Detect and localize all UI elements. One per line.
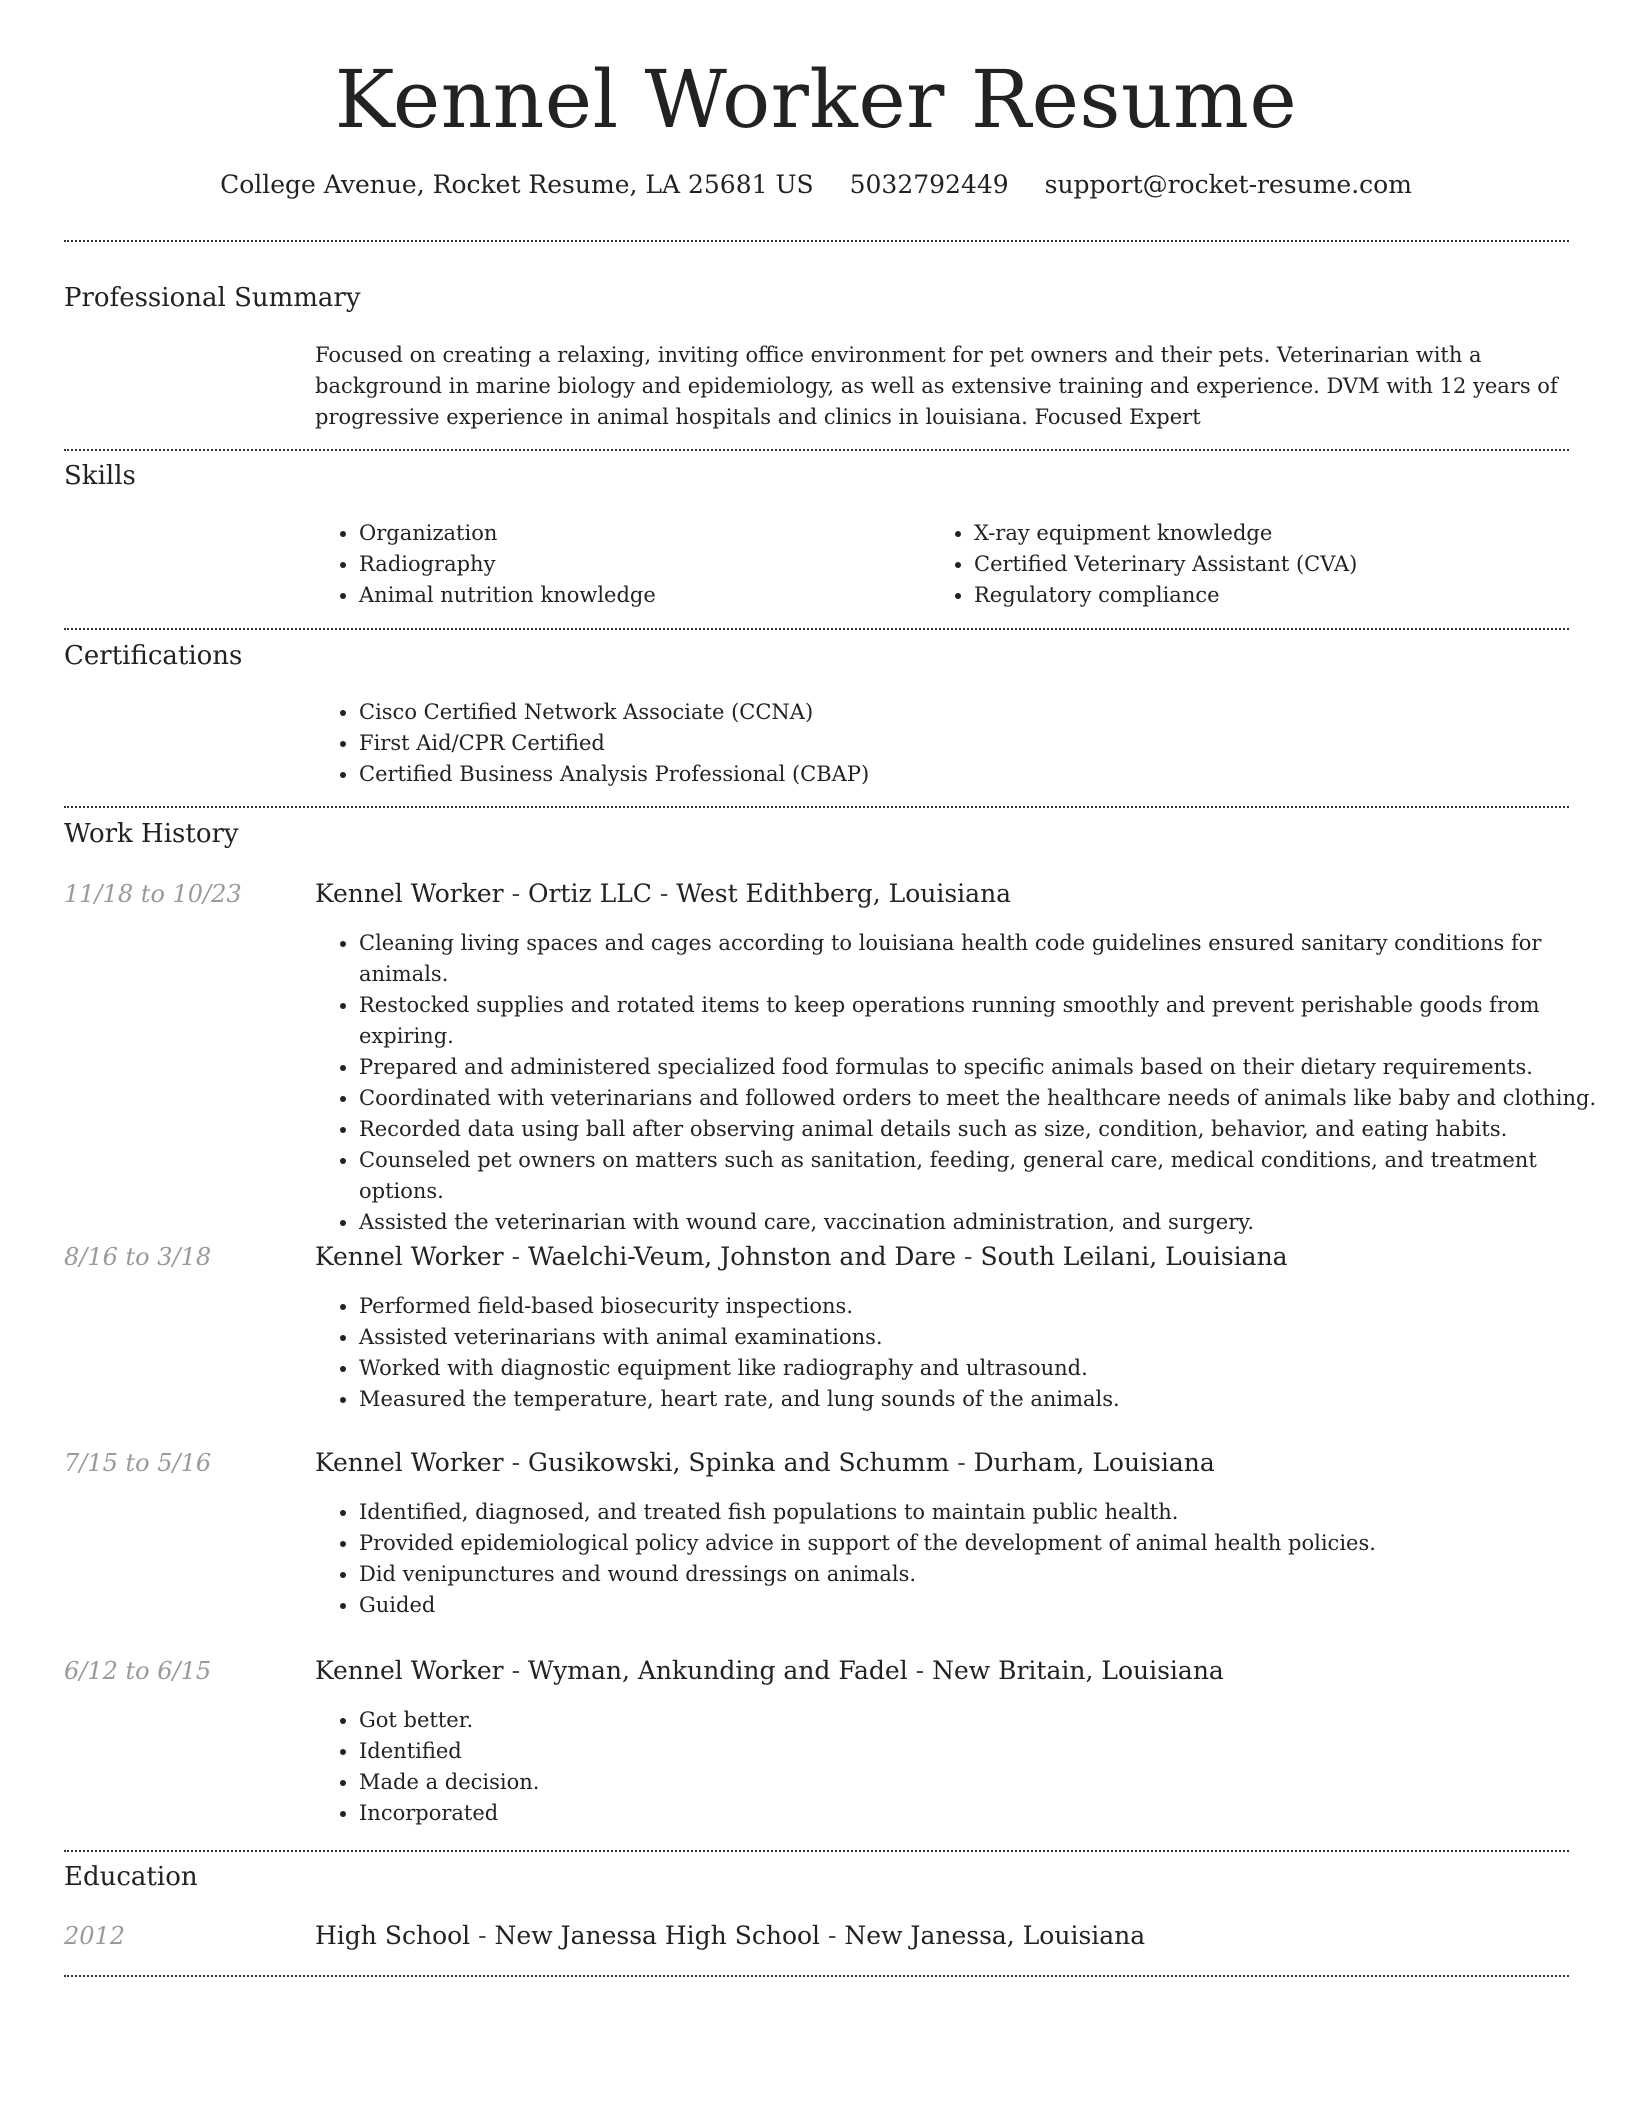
skill-item: • X-ray equipment knowledge [974,518,1604,549]
job-heading: Kennel Worker - Ortiz LLC - West Edithberg, Louisiana [315,879,1012,908]
job-company: Ortiz LLC [527,879,652,908]
job-title: Kennel Worker [315,879,504,908]
certification-item: • Certified Business Analysis Professional (CBAP) [359,759,1604,790]
job-bullet: • Prepared and administered specialized food formulas to specific animals based on their dietary requirements. [359,1052,1604,1083]
job-bullet: • Assisted veterinarians with animal examinations. [359,1322,1604,1353]
section-title-certifications: Certifications [64,641,243,671]
job-dates: 6/12 to 6/15 [64,1657,212,1685]
skill-item: • Animal nutrition knowledge [359,580,919,611]
job-location: West Edithberg, Louisiana [676,879,1012,908]
job-bullet: • Identified, diagnosed, and treated fish populations to maintain public health. [359,1497,1604,1528]
education-heading: High School - New Janessa High School - New Janessa, Louisiana [315,1921,1146,1950]
divider [64,806,1569,808]
job-bullet: • Made a decision. [359,1767,1604,1798]
job-bullet: • Performed field-based biosecurity inspections. [359,1291,1604,1322]
job-bullet: • Restocked supplies and rotated items to keep operations running smoothly and prevent perishable goods from expiring. [359,990,1604,1052]
job-heading: Kennel Worker - Wyman, Ankunding and Fadel - New Britain, Louisiana [315,1656,1224,1685]
section-title-education: Education [64,1862,198,1892]
section-title-skills: Skills [64,461,136,491]
job-bullets [315,928,1604,1238]
skills-list-left [315,518,919,611]
job-bullet: • Measured the temperature, heart rate, and lung sounds of the animals. [359,1384,1604,1415]
job-company: Gusikowski, Spinka and Schumm [527,1448,950,1477]
job-bullet: • Coordinated with veterinarians and followed orders to meet the healthcare needs of animals like baby and clothing. [359,1083,1604,1114]
education-degree: High School [315,1921,471,1950]
skill-item: • Certified Veterinary Assistant (CVA) [974,549,1604,580]
job-location: Durham, Louisiana [973,1448,1215,1477]
job-bullet: • Identified [359,1736,1604,1767]
contact-line [0,168,1632,202]
contact-email: support@rocket-resume.com [1044,170,1412,199]
resume-title: Kennel Worker Resume [334,53,1298,146]
job-dates: 11/18 to 10/23 [64,880,242,908]
certification-item: • First Aid/CPR Certified [359,728,1604,759]
job-bullet: • Guided [359,1590,1604,1621]
job-bullets [315,1705,1604,1829]
job-company: Wyman, Ankunding and Fadel [527,1656,908,1685]
job-location: New Britain, Louisiana [932,1656,1224,1685]
job-bullet: • Recorded data using ball after observing animal details such as size, condition, behavior, and eating habits. [359,1114,1604,1145]
skill-item: • Radiography [359,549,919,580]
divider [64,1975,1569,1977]
job-heading: Kennel Worker - Waelchi-Veum, Johnston and Dare - South Leilani, Louisiana [315,1242,1288,1271]
job-dates: 7/15 to 5/16 [64,1449,212,1477]
education-location: New Janessa, Louisiana [844,1921,1146,1950]
job-heading: Kennel Worker - Gusikowski, Spinka and Schumm - Durham, Louisiana [315,1448,1215,1477]
job-bullet: • Provided epidemiological policy advice in support of the development of animal health policies. [359,1528,1604,1559]
certifications-list [315,697,1604,790]
job-company: Waelchi-Veum, Johnston and Dare [527,1242,957,1271]
divider [64,240,1569,242]
job-bullet: • Cleaning living spaces and cages according to louisiana health code guidelines ensured sanitary conditions for animals. [359,928,1604,990]
job-title: Kennel Worker [315,1448,504,1477]
job-title: Kennel Worker [315,1656,504,1685]
divider [64,628,1569,630]
job-bullet: • Did venipunctures and wound dressings on animals. [359,1559,1604,1590]
job-bullet: • Counseled pet owners on matters such as sanitation, feeding, general care, medical conditions, and treatment options. [359,1145,1604,1207]
certification-item: • Cisco Certified Network Associate (CCNA) [359,697,1604,728]
contact-phone: 5032792449 [849,170,1009,199]
divider [64,449,1569,451]
skill-item: • Organization [359,518,919,549]
job-title: Kennel Worker [315,1242,504,1271]
section-title-work-history: Work History [64,819,239,849]
education-year: 2012 [64,1922,126,1950]
education-school: New Janessa High School [494,1921,821,1950]
job-bullet: • Got better. [359,1705,1604,1736]
skill-item: • Regulatory compliance [974,580,1604,611]
job-bullets [315,1497,1604,1621]
job-bullets [315,1291,1604,1415]
job-location: South Leilani, Louisiana [980,1242,1288,1271]
job-bullet: • Worked with diagnostic equipment like radiography and ultrasound. [359,1353,1604,1384]
contact-address: College Avenue, Rocket Resume, LA 25681 US [220,170,814,199]
summary-text: Focused on creating a relaxing, inviting office environment for pet owners and their pets. Veterinarian with a background in marine biology and epidemiology, as well as extensive training and experience. DVM with 12 years of progressive experience in animal hospitals and clinics in louisiana. Focused Expert [315,343,1558,429]
job-dates: 8/16 to 3/18 [64,1243,212,1271]
skills-list-right [930,518,1604,611]
divider [64,1850,1569,1852]
job-bullet: • Assisted the veterinarian with wound care, vaccination administration, and surgery. [359,1207,1604,1238]
section-title-summary: Professional Summary [64,283,361,313]
job-bullet: • Incorporated [359,1798,1604,1829]
